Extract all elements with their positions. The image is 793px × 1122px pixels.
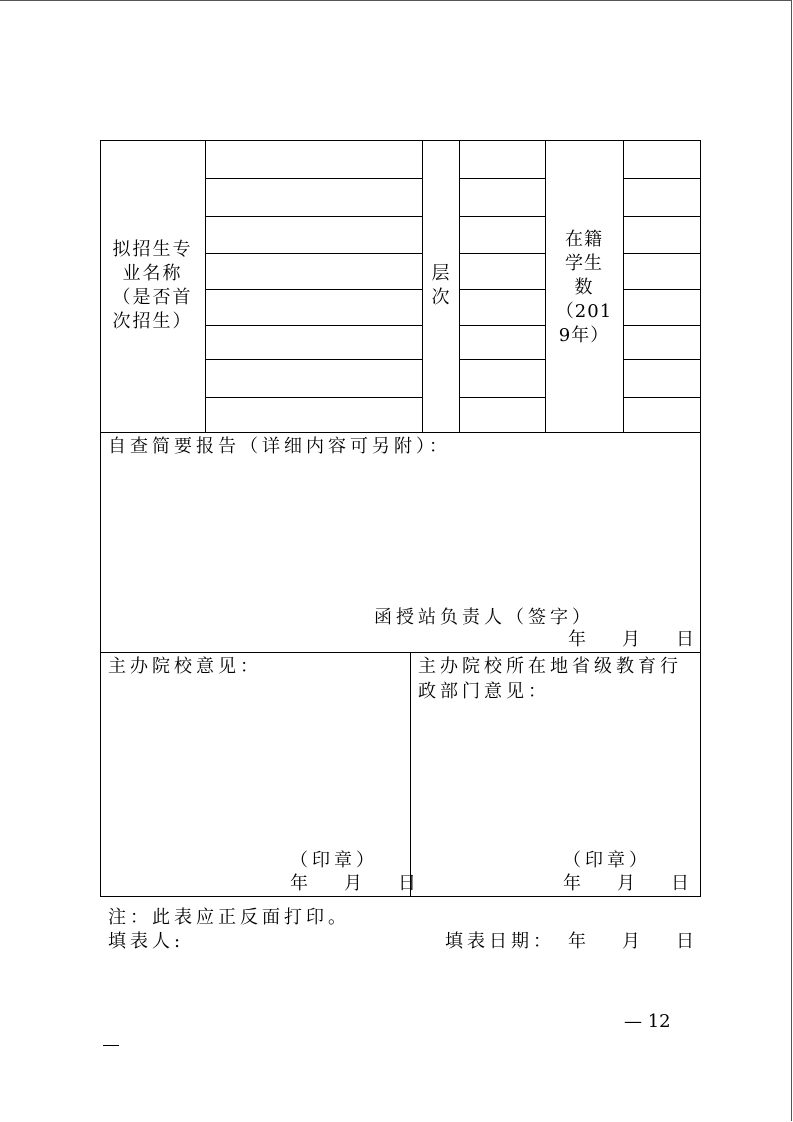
station-signature-label: 函授站负责人（签字）: [374, 607, 594, 628]
fill-date-label: 填表日期：: [445, 931, 555, 952]
enrolled-students-label: 在籍 学生 数 （201 9年）: [555, 229, 613, 346]
self-report-label: 自查简要报告（详细内容可另附）：: [108, 436, 451, 457]
report-date-line: 年 月 日: [568, 629, 694, 650]
host-date-line: 年 月 日: [290, 873, 416, 894]
province-date-line: 年 月 日: [563, 873, 689, 894]
province-seal-label: （印章）: [563, 850, 651, 871]
host-seal-label: （印章）: [290, 850, 378, 871]
fill-date-value: 年 月 日: [568, 931, 694, 952]
major-name-label: 拟招生专 业名称 （是否首 次招生）: [112, 239, 193, 332]
host-opinion-label: 主办院校意见：: [108, 656, 262, 677]
level-label: 层 次: [431, 263, 450, 308]
province-opinion-label-2: 政部门意见：: [418, 681, 550, 702]
filler-label: 填表人:: [108, 931, 185, 952]
province-opinion-label: 主办院校所在地省级教育行: [418, 656, 682, 677]
print-note: 注：此表应正反面打印。: [108, 907, 350, 928]
page-number: — 12: [624, 1011, 671, 1032]
